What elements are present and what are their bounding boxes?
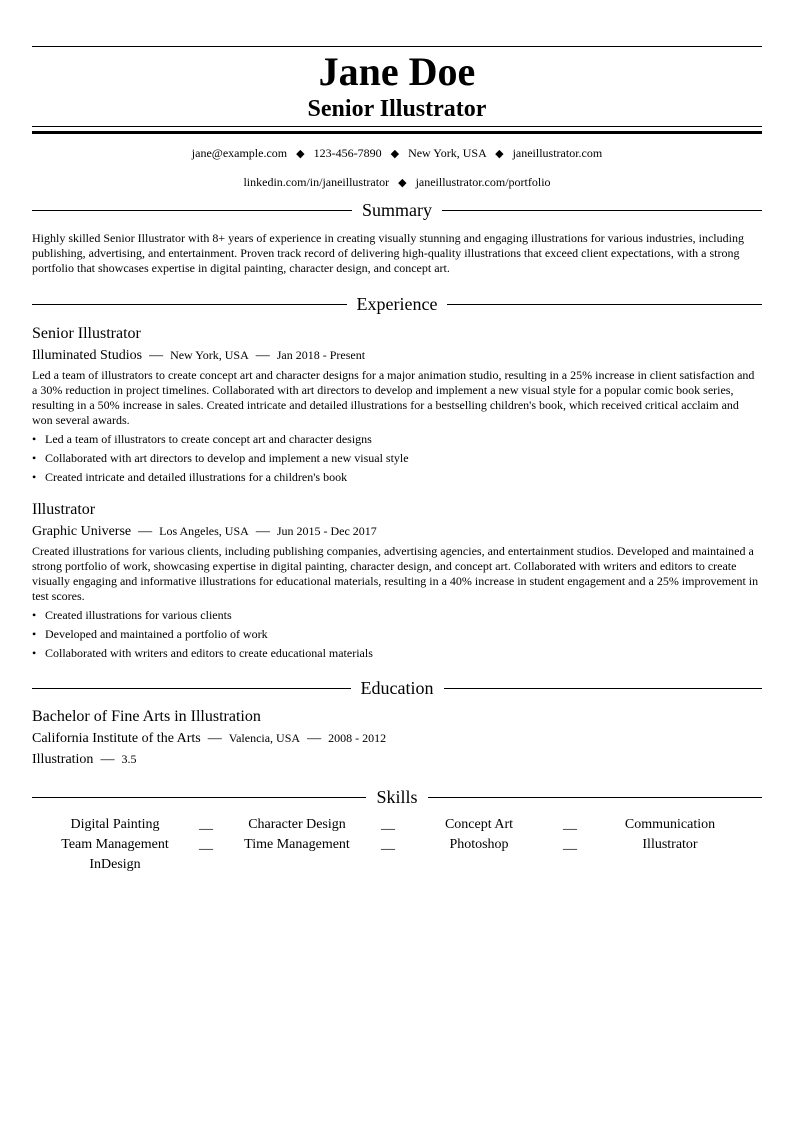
job-description: Led a team of illustrators to create concept art and character designs for a major animation studio, resulting in a 25% increase in client satisfaction and a 30% reduction in project timelines. Collaborated with art directors to develop and implement a new visual style for a popular comic book series, resulting in a 50% increase in sales. Created intricate and detailed illustrations for a bestselling children's book, which received critical acclaim and won several awards. [32, 368, 755, 427]
education-entry [32, 707, 762, 769]
job-meta [32, 522, 762, 541]
diamond-separator-icon: ◆ [495, 148, 504, 160]
school-location: Valencia, USA [228, 731, 301, 745]
website-link[interactable]: janeillustrator.com [512, 146, 603, 160]
dash-separator: — [207, 731, 222, 746]
skills-section-heading [32, 786, 762, 808]
degree: Bachelor of Fine Arts in Illustration [32, 708, 261, 725]
skill-item: Team Management [61, 837, 169, 852]
summary-section-heading [32, 199, 762, 221]
skill-item: Character Design [248, 817, 346, 832]
education-meta [32, 729, 762, 748]
contact-line-2 [32, 174, 762, 191]
skill-separator: __ [563, 837, 577, 852]
linkedin-link[interactable]: linkedin.com/in/janeillustrator [243, 175, 390, 189]
skill-item: Time Management [244, 837, 350, 852]
dash-separator: — [307, 731, 322, 746]
job-location: New York, USA [170, 348, 249, 362]
bullet-icon: • [32, 451, 37, 465]
gpa: 3.5 [121, 752, 137, 766]
bullet-icon: • [32, 608, 37, 622]
dash-separator: — [138, 524, 153, 539]
top-rule [32, 46, 762, 47]
job-entry [32, 324, 762, 485]
header-double-rule [32, 126, 762, 134]
dash-separator: — [149, 348, 164, 363]
job-entry [32, 500, 762, 661]
list-item: • Collaborated with art directors to develop and implement a new visual style [32, 451, 409, 465]
section-label: Experience [356, 294, 438, 314]
skill-separator: __ [199, 817, 213, 832]
location: New York, USA [408, 146, 487, 160]
job-location: Los Angeles, USA [159, 524, 249, 538]
dash-separator: — [255, 348, 270, 363]
skill-separator: __ [381, 837, 395, 852]
dash-separator: — [255, 524, 270, 539]
job-title: Illustrator [32, 501, 96, 518]
job-meta [32, 346, 762, 365]
section-label: Education [360, 678, 434, 698]
skill-separator: __ [199, 837, 213, 852]
company: Illuminated Studios [32, 348, 143, 363]
skill-item: InDesign [89, 857, 141, 872]
contact-line-1 [32, 145, 762, 162]
company: Graphic Universe [32, 524, 132, 539]
education-field [32, 750, 762, 769]
experience-section-heading [32, 293, 762, 315]
field-of-study: Illustration [32, 752, 94, 767]
list-item: • Created intricate and detailed illustrations for a children's book [32, 470, 348, 484]
job-dates: Jan 2018 - Present [276, 348, 366, 362]
bullet-icon: • [32, 470, 37, 484]
job-title-heading: Senior Illustrator [307, 96, 487, 122]
education-section-heading [32, 677, 762, 699]
education-dates: 2008 - 2012 [328, 731, 387, 745]
dash-separator: — [100, 752, 115, 767]
skill-item: Illustrator [642, 837, 698, 852]
skill-item: Concept Art [444, 817, 514, 832]
job-title: Senior Illustrator [32, 325, 141, 342]
list-item: • Led a team of illustrators to create concept art and character designs [32, 432, 372, 446]
diamond-separator-icon: ◆ [390, 148, 400, 160]
job-bullets [32, 608, 762, 661]
name-heading: Jane Doe [318, 49, 476, 94]
resume-page [32, 46, 762, 875]
section-label: Summary [362, 200, 432, 220]
list-item: • Collaborated with writers and editors to create educational materials [32, 646, 373, 660]
bullet-icon: • [32, 432, 37, 446]
bullet-icon: • [32, 646, 37, 660]
phone: 123-456-7890 [313, 146, 382, 160]
job-dates: Jun 2015 - Dec 2017 [276, 524, 377, 538]
diamond-separator-icon: ◆ [296, 148, 305, 160]
list-item: • Created illustrations for various clients [32, 608, 232, 622]
skill-separator: __ [381, 817, 395, 832]
job-bullets [32, 432, 762, 485]
skill-item: Communication [624, 817, 716, 832]
skill-separator: __ [563, 817, 577, 832]
skill-item: Photoshop [449, 837, 509, 852]
skill-item: Digital Painting [70, 817, 160, 832]
section-label: Skills [376, 787, 418, 807]
school: California Institute of the Arts [32, 731, 201, 746]
portfolio-link[interactable]: janeillustrator.com/portfolio [415, 175, 551, 189]
bullet-icon: • [32, 627, 37, 641]
email-link[interactable]: jane@example.com [191, 146, 288, 160]
summary-text: Highly skilled Senior Illustrator with 8+ years of experience in creating visually stunning and engaging illustrations for various industries, including publishing, advertising, and entertainment. Proven track record of delivering high-quality illustrations that exceed client expectations, with a strong portfolio that showcases expertise in digital painting, character design, and concept art. [32, 231, 744, 275]
job-description: Created illustrations for various clients, including publishing companies, advertising agencies, and entertainment studios. Developed and maintained a strong portfolio of work, showcasing expertise in digital painting, character design, and concept art. Collaborated with writers and editors to create visually engaging and informative illustrations for educational materials, resulting in a 40% increase in student engagement and a 25% improvement in test scores. [32, 544, 759, 603]
skills-grid [32, 815, 762, 875]
list-item: • Developed and maintained a portfolio of work [32, 627, 268, 641]
diamond-separator-icon: ◆ [398, 177, 407, 189]
